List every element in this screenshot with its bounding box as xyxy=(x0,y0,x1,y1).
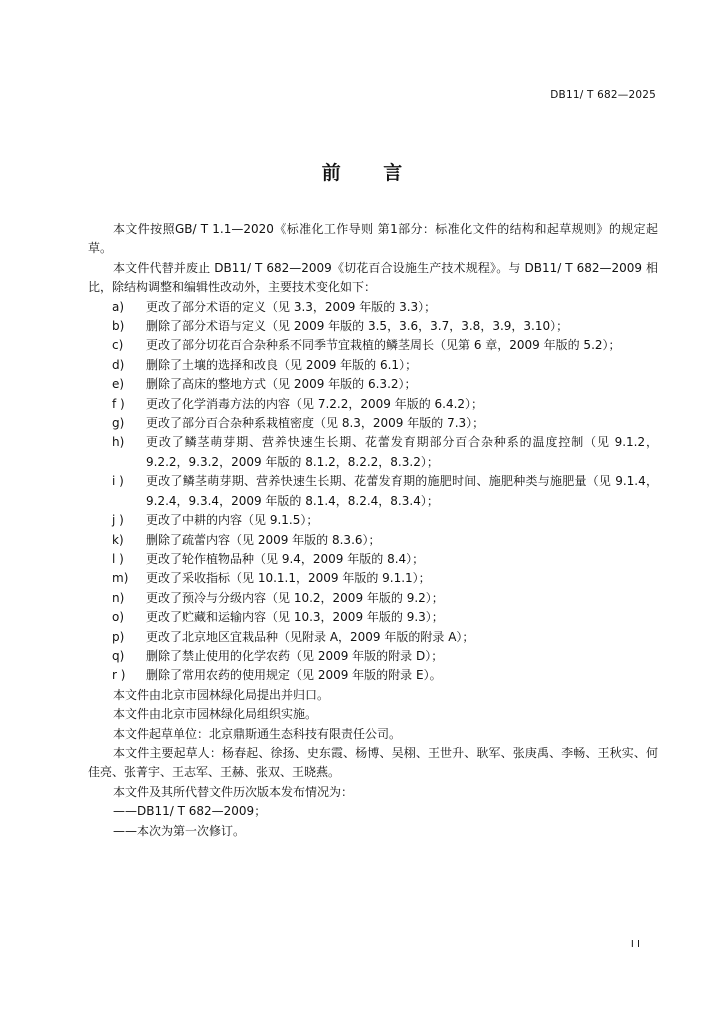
drafters-statement: 本文件主要起草人：杨春起、徐扬、史东霞、杨博、吴栩、王世升、耿军、张庚禹、李畅、王秋实、何佳亮、张菁宇、王志军、王赫、张双、王晓燕。 xyxy=(88,745,658,780)
list-marker: e) xyxy=(112,377,125,392)
list-item xyxy=(88,472,658,511)
list-item xyxy=(88,336,658,355)
list-item xyxy=(88,666,658,685)
list-marker: o) xyxy=(112,610,125,625)
list-item-text: 删除了高床的整地方式（见 2009 年版的 6.3.2）； xyxy=(146,377,417,392)
list-item xyxy=(88,608,658,627)
list-item-text: 更改了贮藏和运输内容（见 10.3，2009 年版的 9.3）； xyxy=(146,610,444,625)
list-item xyxy=(88,647,658,666)
list-marker: d) xyxy=(112,357,125,372)
list-marker: n) xyxy=(112,590,125,605)
list-item xyxy=(88,375,658,394)
list-marker: l ) xyxy=(112,551,124,566)
page-title: 前 言 xyxy=(321,162,421,184)
list-item-text: 删除了常用农药的使用规定（见 2009 年版的附录 E）。 xyxy=(146,668,442,683)
document-code: DB11/ T 682—2025 xyxy=(550,89,656,101)
list-marker: h) xyxy=(112,435,125,450)
list-marker: b) xyxy=(112,319,125,334)
list-item xyxy=(88,531,658,550)
list-marker: c) xyxy=(112,338,124,353)
list-item-text: 更改了部分术语的定义（见 3.3，2009 年版的 3.3）； xyxy=(146,299,437,314)
list-item-text: 更改了轮作植物品种（见 9.4，2009 年版的 8.4）； xyxy=(146,551,425,566)
list-marker: g) xyxy=(112,416,125,431)
organized-by-statement: 本文件由北京市园林绿化局组织实施。 xyxy=(113,707,318,722)
list-marker: j ) xyxy=(112,513,124,528)
list-item xyxy=(88,569,658,588)
list-item xyxy=(88,298,658,317)
proposed-by-statement: 本文件由北京市园林绿化局提出并归口。 xyxy=(113,687,330,702)
list-item xyxy=(88,589,658,608)
list-marker: q) xyxy=(112,648,125,663)
list-item-text: 更改了中耕的内容（见 9.1.5）； xyxy=(146,513,319,528)
list-item-text: 更改了预冷与分级内容（见 10.2，2009 年版的 9.2）； xyxy=(146,590,444,605)
list-item xyxy=(88,356,658,375)
list-item xyxy=(88,550,658,569)
list-item-text: 更改了部分切花百合杂种系不同季节宜栽植的鳞茎周长（见第 6 章，2009 年版的 5.2）； xyxy=(146,338,621,353)
list-marker: p) xyxy=(112,629,125,644)
drafting-unit-statement: 本文件起草单位：北京鼎斯通生态科技有限责任公司。 xyxy=(113,726,402,741)
list-marker: r ) xyxy=(112,668,126,683)
list-marker: f ) xyxy=(112,396,125,411)
list-item-text: 更改了鳞茎萌芽期、营养快速生长期、花蕾发育期部分百合杂种系的温度控制（见 9.1.2，9.2.2，9.3.2，2009 年版的 8.1.2，8.2.2，8.3.2）； xyxy=(146,435,658,469)
list-item xyxy=(88,414,658,433)
history-item: ——DB11/ T 682—2009； xyxy=(113,804,267,819)
list-item xyxy=(88,511,658,530)
list-item-text: 删除了部分术语与定义（见 2009 年版的 3.5，3.6，3.7，3.8，3.9，3.10）； xyxy=(146,319,569,334)
list-item xyxy=(88,317,658,336)
foreword-body xyxy=(88,220,658,841)
list-marker: m) xyxy=(112,571,129,586)
list-item xyxy=(88,433,658,472)
list-item-text: 更改了北京地区宜栽品种（见附录 A，2009 年版的附录 A）； xyxy=(146,629,475,644)
list-item-text: 更改了化学消毒方法的内容（见 7.2.2，2009 年版的 6.4.2）； xyxy=(146,396,484,411)
list-marker: i ) xyxy=(112,474,124,489)
intro-paragraph-2: 本文件代替并废止 DB11/ T 682—2009《切花百合设施生产技术规程》。与 DB11/ T 682—2009 相比，除结构调整和编辑性改动外，主要技术变化如下： xyxy=(88,260,658,295)
page-number: I I xyxy=(630,939,640,950)
list-item-text: 删除了禁止使用的化学农药（见 2009 年版的附录 D）； xyxy=(146,648,444,663)
list-item-text: 更改了采收指标（见 10.1.1，2009 年版的 9.1.1）； xyxy=(146,571,431,586)
list-marker: a) xyxy=(112,299,125,314)
list-item-text: 更改了部分百合杂种系栽植密度（见 8.3，2009 年版的 7.3）； xyxy=(146,416,485,431)
history-intro: 本文件及其所代替文件历次版本发布情况为： xyxy=(113,784,354,799)
list-item xyxy=(88,628,658,647)
intro-paragraph-1: 本文件按照GB/ T 1.1—2020《标准化工作导则 第1部分：标准化文件的结构和起草规则》的规定起草。 xyxy=(88,222,658,256)
list-marker: k) xyxy=(112,532,124,547)
list-item xyxy=(88,395,658,414)
list-item-text: 更改了鳞茎萌芽期、营养快速生长期、花蕾发育期的施肥时间、施肥种类与施肥量（见 9.1.4，9.2.4，9.3.4，2009 年版的 8.1.4，8.2.4，8.3.4）； xyxy=(146,474,658,508)
list-item-text: 删除了疏蕾内容（见 2009 年版的 8.3.6）； xyxy=(146,532,381,547)
changes-list xyxy=(88,298,658,686)
list-item-text: 删除了土壤的选择和改良（见 2009 年版的 6.1）； xyxy=(146,357,418,372)
history-item: ——本次为第一次修订。 xyxy=(113,823,246,838)
